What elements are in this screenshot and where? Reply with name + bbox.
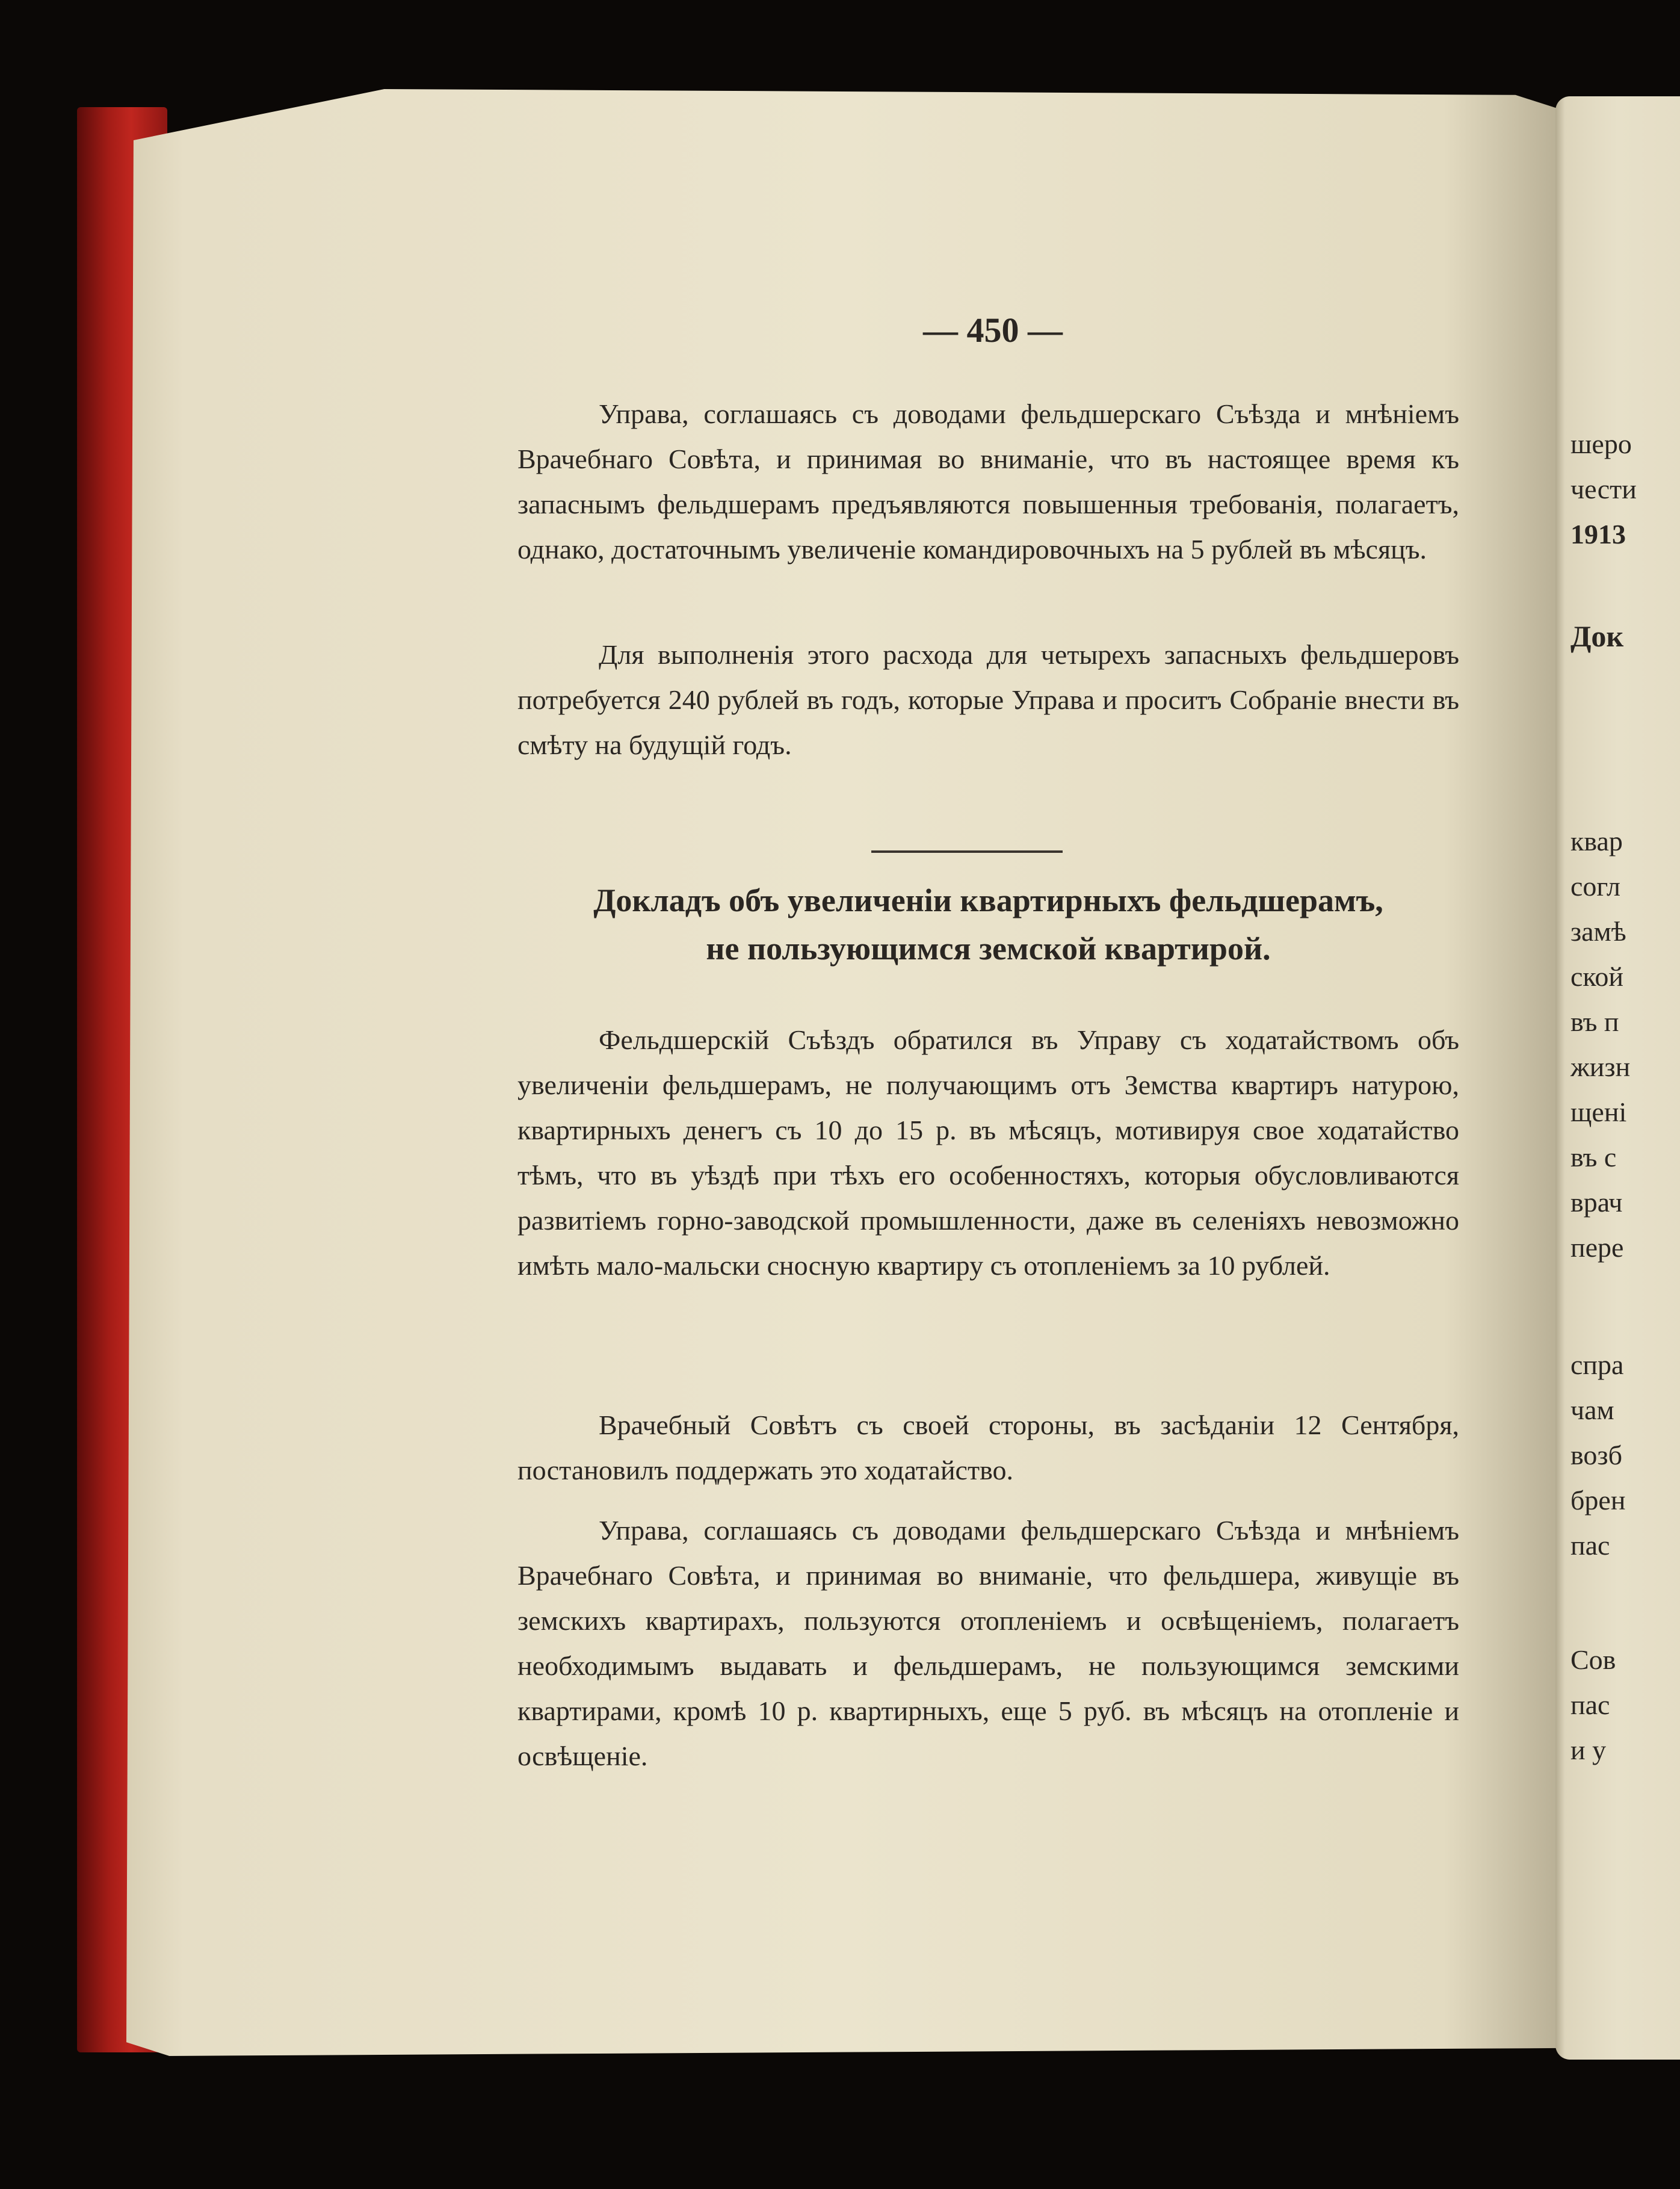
right-line: замѣ	[1570, 916, 1626, 947]
paragraph-bottom-2: Врачебный Совѣтъ съ своей стороны, въ засѣданіи 12 Сентября, постановилъ поддержать это ходатайство.	[517, 1410, 1459, 1485]
right-line: въ с	[1570, 1142, 1617, 1172]
paragraph-bottom-1: Фельдшерскій Съѣздъ обратился въ Управу съ ходатайствомъ объ увеличеніи фельдшерамъ, не получающимъ отъ Земства квартиръ натурою, квартирныхъ денегъ съ 10 до 15 р. въ мѣсяцъ, мотивируя свое ходатайство тѣмъ, что въ уѣздѣ при тѣхъ его особенностяхъ, которыя обусловливаются развитіемъ горно-заводской промышленности, даже въ селеніяхъ невозможно имѣть мало-мальски сносную квартиру съ отопленіемъ за 10 рублей.	[517, 1024, 1459, 1281]
right-line: Сов	[1570, 1644, 1616, 1675]
right-line: спра	[1570, 1349, 1624, 1380]
right-line: пере	[1570, 1232, 1624, 1263]
right-line: щені	[1570, 1097, 1627, 1127]
right-line: пас	[1570, 1530, 1610, 1561]
right-line: возб	[1570, 1440, 1622, 1470]
section-heading-line-2: не пользующимся земской квартирой.	[706, 930, 1271, 967]
right-line: квар	[1570, 826, 1623, 856]
right-line: шеро	[1570, 429, 1632, 459]
right-line: чести	[1570, 474, 1637, 504]
right-page	[1555, 96, 1680, 2060]
right-line: въ п	[1570, 1006, 1619, 1037]
right-line: 1913	[1570, 519, 1626, 550]
right-line: Док	[1570, 619, 1624, 653]
paragraph-bottom-3: Управа, соглашаясь съ доводами фельдшерскаго Съѣзда и мнѣніемъ Врачебнаго Совѣта, и принимая во вниманіе, что фельдшера, живущіе въ земскихъ квартирахъ, пользуются отопленіемъ и освѣщеніемъ, полагаетъ необходимымъ выдавать и фельдшерамъ, не пользующимся земскими квартирами, кромѣ 10 р. квартирныхъ, еще 5 руб. въ мѣсяцъ на отопленіе и освѣщеніе.	[517, 1515, 1459, 1771]
right-line: пас	[1570, 1689, 1610, 1720]
section-divider	[871, 850, 1063, 853]
right-line: врач	[1570, 1187, 1623, 1218]
right-line: брен	[1570, 1485, 1626, 1516]
section-heading-line-1: Докладъ объ увеличеніи квартирныхъ фельдшерамъ,	[593, 882, 1383, 918]
paragraph-top-2: Для выполненія этого расхода для четырехъ запасныхъ фельдшеровъ потребуется 240 рублей въ годъ, которые Управа и проситъ Собраніе внести въ смѣту на будущій годъ.	[517, 639, 1459, 760]
right-line: чам	[1570, 1395, 1614, 1425]
right-line: жизн	[1570, 1051, 1631, 1082]
page-number: — 450 —	[923, 311, 1063, 350]
right-line: согл	[1570, 871, 1620, 902]
paragraph-top-1: Управа, соглашаясь съ доводами фельдшерскаго Съѣзда и мнѣніемъ Врачебнаго Совѣта, и принимая во вниманіе, что въ настоящее время къ запаснымъ фельдшерамъ предъявляются повышенныя требованія, полагаетъ, однако, достаточнымъ увеличеніе командировочныхъ на 5 рублей въ мѣсяцъ.	[517, 398, 1459, 565]
right-line: ской	[1570, 961, 1624, 992]
right-line: и у	[1570, 1735, 1607, 1765]
